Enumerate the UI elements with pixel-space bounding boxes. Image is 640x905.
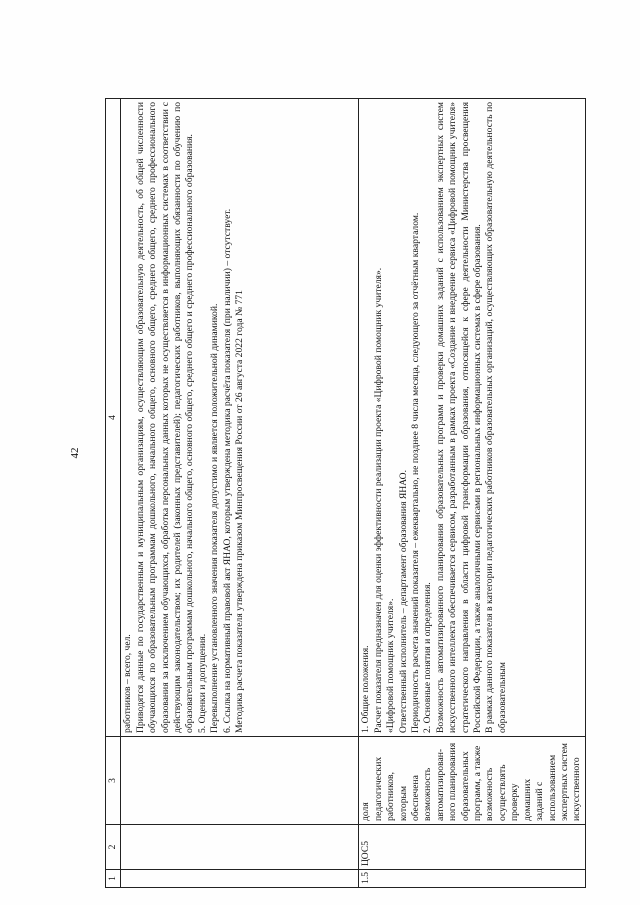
row-indicator-name	[359, 737, 585, 825]
name-line: программ, а также	[472, 745, 484, 821]
row-description	[359, 99, 585, 737]
cell-empty	[121, 825, 359, 870]
header-col-1: 1	[106, 870, 121, 888]
text-line: работников – всего, чел.	[122, 634, 134, 733]
desc-line: Периодичность расчета значений показателя – ежеквартально, не позднее 8 числа месяца, следующего за отчётным кварталом.	[410, 212, 422, 733]
desc-line: В рамках данного показателя в категории педагогических работников образовательных организаций, осуществляющих образовательную деятельность по образовательным	[484, 102, 508, 733]
desc-line: 2. Основные понятия и определения.	[422, 582, 434, 733]
cell-empty	[121, 737, 359, 825]
text-line: 5. Оценки и допущения.	[196, 633, 208, 733]
name-line: использованием	[546, 754, 558, 821]
header-col-3: 3	[106, 737, 121, 825]
name-line: возможность	[484, 767, 496, 821]
table-row-1-5	[359, 99, 585, 888]
row-number: 1.5	[359, 870, 585, 888]
text-line: Перевыполнение установленного значения показателя допустимо и является положительной динамикой.	[209, 303, 221, 733]
desc-line: «Цифровой помощник учителя».	[385, 598, 397, 733]
cell-empty	[121, 870, 359, 888]
name-line: доля	[360, 802, 372, 821]
name-line: которым	[397, 785, 409, 821]
table-row-continuation	[121, 99, 359, 888]
desc-line: Расчет показателя предназначен для оценки эффективности реализации проекта «Цифровой помощник учителя».	[372, 267, 384, 733]
desc-line: Возможность автоматизированного планирования образовательных программ и проверки домашних заданий с использованием экспертных систем искусственного интеллекта обеспечивается сервисом, разработанным в рамках проекта «Создание и внедрение сервиса «Цифровой помощник учителя» стратегического направления в области цифровой трансформации образования, относящейся к сфере деятельности Министерства просвещения Российской Федерации, а также аналогичными сервисами в региональных информационных системах в сфере образования.	[434, 102, 484, 733]
header-col-2: 2	[106, 825, 121, 870]
cell-description-continuation	[121, 99, 359, 737]
desc-line: 1. Общие положения.	[360, 645, 372, 733]
name-line: осуществлять	[496, 764, 508, 821]
name-line: автоматизирован-	[434, 748, 446, 821]
text-line: Приводятся данные по государственным и муниципальным организациям, осуществляющим образовательную деятельность, об общей численности обучающихся по образовательным программам дошкольного, начального общего, основного общего, среднего общего, среднего профессионального образования за исключением обучающихся, обработка персональных данных которых не осуществляется в информационных системах в соответствии с действующим законодательством; их родителей (законных представителей); педагогических работников, выполняющих обязанности по обучению по образовательным программам дошкольного, начального общего, основного общего, среднего общего и среднего профессионального образования.	[134, 102, 196, 733]
text-line: Методика расчета показателя утверждена приказом Минпросвещения России от 26 августа 2022 года № 771	[234, 290, 246, 733]
page-number: 42	[69, 447, 81, 459]
name-line: заданий с	[534, 781, 546, 821]
name-line: ного планирования	[447, 742, 459, 821]
text-line: 6. Ссылка на нормативный правовой акт ЯНАО, которым утверждена методика расчёта показателя (при наличии) – отсутствует.	[221, 208, 233, 733]
header-col-4: 4	[106, 99, 121, 737]
name-line: образовательных	[459, 751, 471, 821]
name-line: возможность	[422, 767, 434, 821]
name-line: обеспечена	[410, 775, 422, 821]
name-line: экспертных систем	[558, 742, 570, 821]
desc-line: Ответственный исполнитель – департамент образования ЯНАО.	[397, 470, 409, 733]
row-code: ЦОС5	[359, 825, 585, 870]
name-line: педагогических	[372, 756, 384, 821]
name-line: проверку домашних	[509, 778, 533, 821]
name-line: искусственного	[571, 757, 583, 821]
indicator-table	[105, 98, 586, 888]
header-row	[106, 99, 121, 888]
name-line: работников,	[385, 772, 397, 821]
rotated-table-sheet	[105, 98, 583, 888]
